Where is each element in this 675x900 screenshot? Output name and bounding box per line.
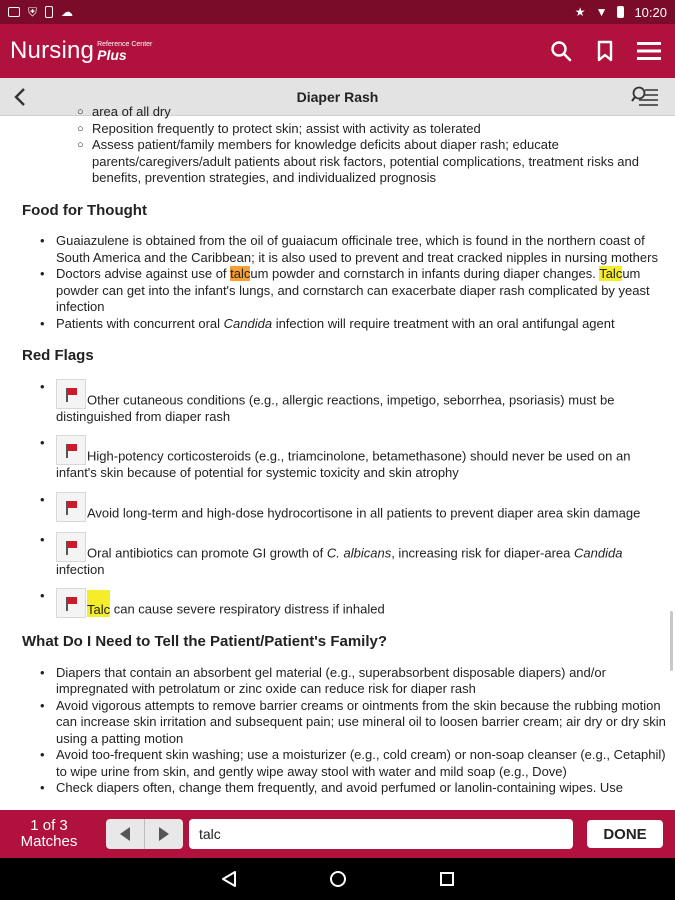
cloud-icon: ☁ [61, 5, 74, 19]
search-icon [550, 40, 572, 62]
app-logo [10, 37, 152, 65]
image-notification-icon [8, 7, 20, 17]
triangle-right-icon [156, 826, 172, 842]
recents-square-icon [439, 871, 455, 887]
list-item: • Diapers that contain an absorbent gel material (e.g., superabsorbent disposable diapers) and/or impregnated with petrolatum or zinc oxide can reduce risk for diaper rash [40, 665, 667, 698]
tell-family-list [0, 665, 675, 797]
food-for-thought-list [0, 233, 675, 332]
next-match-button[interactable] [145, 819, 183, 849]
list-item: ○ Reposition frequently to protect skin; assist with activity as tolerated [77, 121, 667, 138]
list-item: • Other cutaneous conditions (e.g., allergic reactions, impetigo, seborrhea, psoriasis) must be distinguished from diaper rash [40, 379, 667, 426]
section-heading-food-for-thought: Food for Thought [22, 201, 147, 219]
system-recents-button[interactable] [435, 867, 459, 891]
list-item: • High-potency corticosteroids (e.g., triamcinolone, betamethasone) should never be used on an infant's skin because of potential for systemic toxicity and skin atrophy [40, 435, 667, 482]
scrollbar-thumb[interactable] [670, 611, 673, 671]
match-navigation [106, 819, 183, 849]
system-icons [575, 5, 667, 20]
bookmark-icon [597, 41, 613, 61]
system-home-button[interactable] [326, 867, 350, 891]
phone-icon [45, 6, 53, 18]
logo-subtitle: Reference Center [97, 40, 153, 48]
hamburger-menu-icon [637, 41, 661, 61]
system-back-button[interactable] [217, 867, 241, 891]
search-match: Talc [87, 590, 110, 617]
nursing-care-sublist [0, 104, 675, 187]
shield-icon: ⛨ [28, 5, 38, 19]
list-item: • Avoid long-term and high-dose hydrocortisone in all patients to prevent diaper area skin damage [40, 492, 667, 522]
article-content[interactable] [0, 104, 675, 810]
previous-match-button[interactable] [106, 819, 144, 849]
red-flag-icon [56, 532, 86, 562]
red-flag-icon [56, 435, 86, 465]
section-heading-red-flags: Red Flags [22, 347, 94, 364]
list-item: ○ area of all dry [77, 104, 667, 121]
red-flag-icon [56, 588, 86, 618]
clock: 10:20 [634, 4, 667, 20]
current-search-match: talc [230, 266, 251, 281]
wifi-icon: ▼ [595, 5, 608, 19]
section-heading-tell-family: What Do I Need to Tell the Patient/Patient's Family? [22, 633, 388, 650]
status-bar [0, 0, 675, 24]
list-item: ○ Assess patient/family members for knowledge deficits about diaper rash; educate parents/caregivers/adult patients about risk factors, potential complications, treatment risks and benefits, prevention strategies, and individualized prognosis [77, 137, 667, 187]
list-item: • Avoid vigorous attempts to remove barrier creams or ointments from the skin because the rubbing motion can increase skin irritation and subsequent pain; use mineral oil to loosen barrier cream; air dry or dry skin using a patting motion [40, 698, 667, 748]
search-button[interactable] [549, 39, 573, 63]
home-circle-icon [329, 870, 347, 888]
system-navigation-bar [0, 858, 675, 900]
list-item: • Avoid too-frequent skin washing; use a moisturizer (e.g., cold cream) or non-soap cleanser (e.g., Cetaphil) to wipe urine from skin, and gently wipe away stool with water and mild soap (e.g., Dove) [40, 747, 667, 780]
list-item: • Check diapers often, change them frequently, and avoid perfumed or lanolin-containing wipes. Use [40, 780, 667, 797]
red-flag-icon [56, 379, 86, 409]
notification-icons [8, 6, 73, 18]
red-flag-icon [56, 492, 86, 522]
red-flags-list [0, 379, 675, 619]
logo-text: Nursing [10, 37, 95, 64]
triangle-left-icon [117, 826, 133, 842]
list-item: • Talc can cause severe respiratory distress if inhaled [40, 588, 667, 618]
find-input[interactable] [189, 819, 573, 849]
done-button[interactable]: DONE [587, 820, 663, 848]
bookmark-button[interactable] [593, 39, 617, 63]
battery-icon [617, 6, 624, 18]
search-match: Talc [599, 266, 623, 281]
list-item: • Guaiazulene is obtained from the oil of guaiacum officinale tree, which is found in the northern coast of South America and the Caribbean; it is also used to prevent and treat cracked nipples in nursing mothers [40, 233, 667, 266]
find-bar [0, 810, 675, 858]
back-triangle-icon [220, 870, 238, 888]
star-icon: ★ [574, 5, 586, 19]
app-header [0, 24, 675, 78]
logo-plus: Plus [97, 46, 127, 63]
match-counter: 1 of 3 Matches [20, 817, 78, 850]
page-title: Diaper Rash [296, 88, 379, 105]
list-item: • Doctors advise against use of talcum powder and cornstarch in infants during diaper changes. Talcum powder can get into the infant's lungs, and cornstarch can exacerbate diaper rash complicated by yeast infection [40, 266, 667, 316]
list-item: • Oral antibiotics can promote GI growth of C. albicans, increasing risk for diaper-area Candida infection [40, 532, 667, 579]
menu-button[interactable] [637, 39, 661, 63]
list-item: • Patients with concurrent oral Candida infection will require treatment with an oral antifungal agent [40, 316, 667, 333]
